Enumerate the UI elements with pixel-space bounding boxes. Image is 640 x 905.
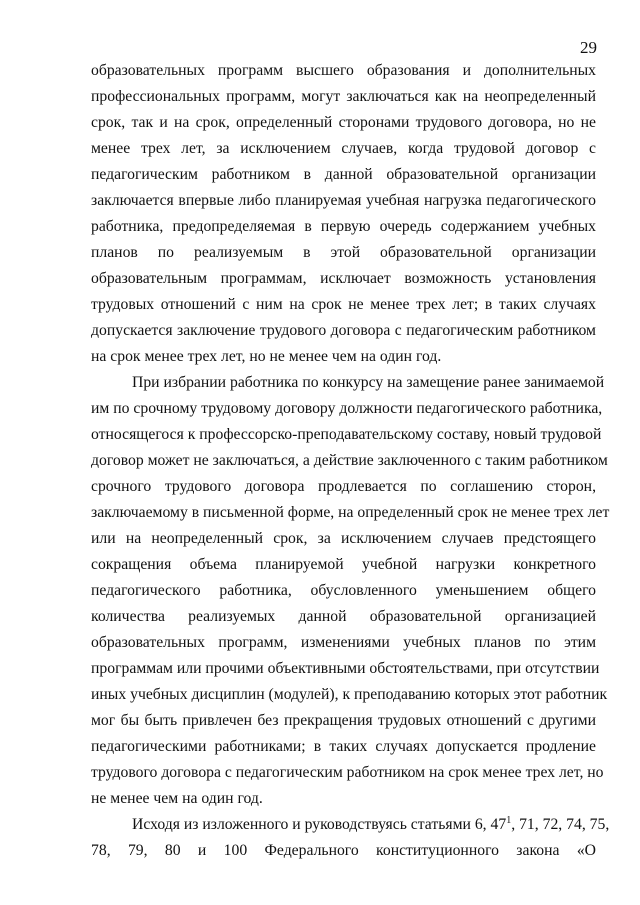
text-line: менее трех лет, за исключением случаев, когда трудовой договор с — [91, 140, 596, 157]
text-line: заключается впервые либо планируемая учебная нагрузка педагогического — [91, 192, 596, 209]
text-line: на срок менее трех лет, но не менее чем на один год. — [91, 348, 442, 365]
text-line: 78, 79, 80 и 100 Федерального конституционного закона «О — [91, 842, 596, 859]
text-line: образовательных программ высшего образования и дополнительных — [91, 62, 596, 79]
text-line: сокращения объема планируемой учебной нагрузки конкретного — [91, 556, 596, 573]
text-line: не менее чем на один год. — [91, 790, 263, 807]
text-line: допускается заключение трудового договора с педагогическим работником — [91, 322, 596, 339]
text-fragment: , 71, 72, 74, 75, — [511, 816, 610, 833]
text-line: относящегося к профессорско-преподавательскому составу, новый трудовой — [91, 426, 602, 443]
text-line: образовательных программ, изменениями учебных планов по этим — [91, 634, 596, 651]
text-line: или на неопределенный срок, за исключением случаев предстоящего — [91, 530, 596, 547]
paragraph-1 — [91, 58, 596, 370]
text-line: образовательным программам, исключает возможность установления — [91, 270, 596, 287]
page-number: 29 — [580, 38, 597, 57]
text-line: педагогического работника, обусловленного уменьшением общего — [91, 582, 596, 599]
text-line: работника, предопределяемая в первую очередь содержанием учебных — [91, 218, 596, 235]
text-line: педагогическим работником в данной образовательной организации — [91, 166, 596, 183]
superscript: 1 — [506, 814, 512, 826]
text-fragment: Исходя из изложенного и руководствуясь статьями 6, 47 — [132, 816, 507, 833]
text-line: планов по реализуемым в этой образовательной организации — [91, 244, 596, 261]
text-line: При избрании работника по конкурсу на замещение ранее занимаемой — [132, 374, 605, 391]
text-line: трудовых отношений с ним на срок не менее трех лет; в таких случаях — [91, 296, 596, 313]
text-line: программам или прочими объективными обстоятельствами, при отсутствии — [91, 660, 600, 677]
text-line: педагогическими работниками; в таких случаях допускается продление — [91, 738, 596, 755]
text-line: договор может не заключаться, а действие заключенного с таким работником — [91, 452, 608, 469]
text-line: им по срочному трудовому договору должности педагогического работника, — [91, 400, 603, 417]
text-line: профессиональных программ, могут заключаться как на неопределенный — [91, 88, 596, 105]
text-line: мог бы быть привлечен без прекращения трудовых отношений с другими — [91, 712, 596, 729]
text-line: трудового договора с педагогическим работником на срок менее трех лет, но — [91, 764, 604, 781]
paragraph-2 — [91, 370, 610, 812]
text-line: иных учебных дисциплин (модулей), к преподаванию которых этот работник — [91, 686, 608, 703]
text-line — [91, 812, 610, 838]
text-line: количества реализуемых данной образовательной организацией — [91, 608, 596, 625]
text-line: срочного трудового договора продлевается по соглашению сторон, — [91, 478, 596, 495]
text-line: срок, так и на срок, определенный сторонами трудового договора, но не — [91, 114, 596, 131]
paragraph-3 — [91, 812, 610, 864]
text-line: заключаемому в письменной форме, на определенный срок не менее трех лет — [91, 504, 610, 521]
document-body — [91, 58, 610, 864]
